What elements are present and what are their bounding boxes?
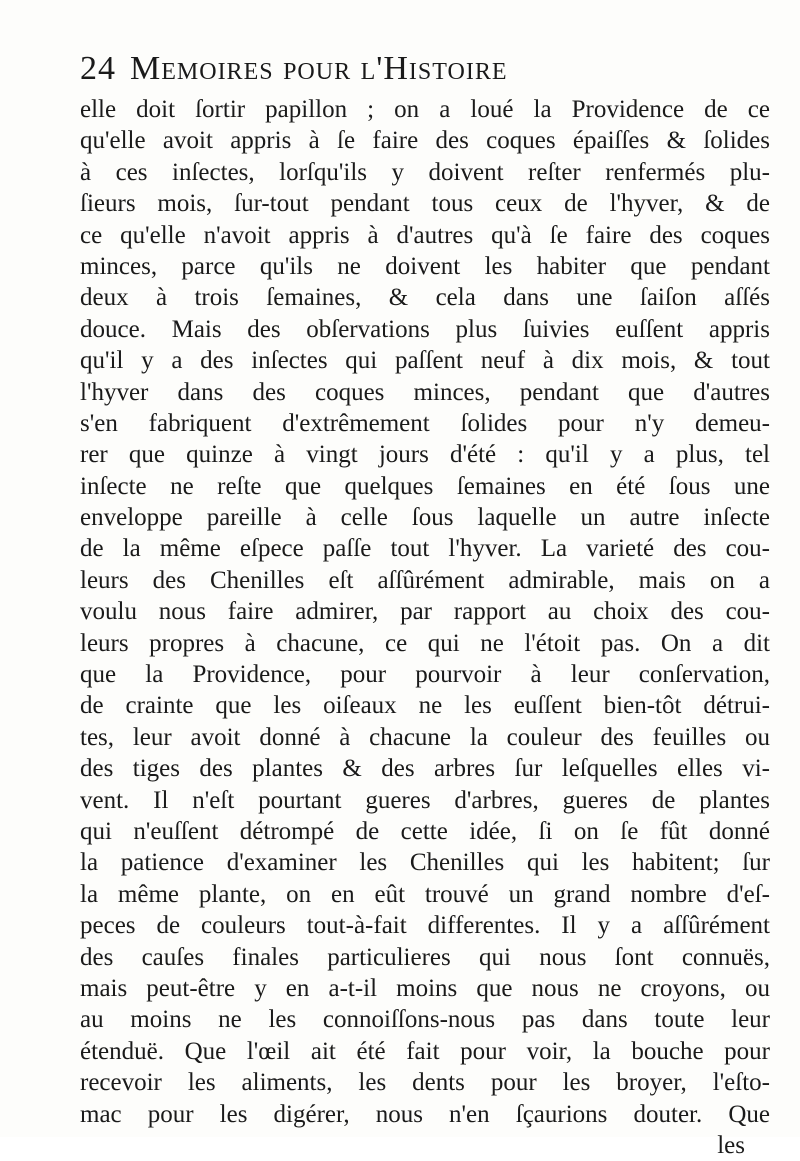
text-line: rer que quinze à vingt jours d'été : qu'il y a plus, tel <box>80 441 770 469</box>
catchword: les <box>717 1131 745 1159</box>
text-line: la même plante, on en eût trouvé un grand nombre d'eſ- <box>80 880 770 908</box>
text-line: deux à trois ſemaines, & cela dans une ſaiſon aſſés <box>80 284 770 312</box>
text-line: qui n'euſſent détrompé de cette idée, ſi on ſe fût donné <box>80 817 770 845</box>
text-line: que la Providence, pour pourvoir à leur conſervation, <box>80 661 770 689</box>
running-title: Memoires pour l'Histoire <box>130 50 508 87</box>
text-line: vent. Il n'eſt pourtant gueres d'arbres, gueres de plantes <box>80 786 770 814</box>
text-line: mac pour les digérer, nous n'en ſçaurions douter. Que <box>80 1100 770 1128</box>
text-line: étenduë. Que l'œil ait été fait pour voir, la bouche pour <box>80 1037 770 1065</box>
text-line: tes, leur avoit donné à chacune la couleur des feuilles ou <box>80 723 770 751</box>
text-line: minces, parce qu'ils ne doivent les habiter que pendant <box>80 252 770 280</box>
text-line: enveloppe pareille à celle ſous laquelle un autre inſecte <box>80 504 770 532</box>
text-line: des tiges des plantes & des arbres ſur leſquelles elles vi- <box>80 755 770 783</box>
text-line: peces de couleurs tout-à-fait differentes. Il y a aſſûrément <box>80 912 770 940</box>
text-line: voulu nous faire admirer, par rapport au choix des cou- <box>80 598 770 626</box>
text-line: leurs des Chenilles eſt aſſûrément admirable, mais on a <box>80 566 770 594</box>
text-line: au moins ne les connoiſſons-nous pas dans toute leur <box>80 1006 770 1034</box>
text-line: ſieurs mois, ſur-tout pendant tous ceux de l'hyver, & de <box>80 190 770 218</box>
text-line: mais peut-être y en a-t-il moins que nous ne croyons, ou <box>80 974 770 1002</box>
text-line: l'hyver dans des coques minces, pendant que d'autres <box>80 378 770 406</box>
text-line: leurs propres à chacune, ce qui ne l'étoit pas. On a dit <box>80 629 770 657</box>
text-line: qu'il y a des inſectes qui paſſent neuf à dix mois, & tout <box>80 347 770 375</box>
text-line: s'en fabriquent d'extrêmement ſolides pour n'y demeu- <box>80 409 770 437</box>
text-line: inſecte ne reſte que quelques ſemaines en été ſous une <box>80 472 770 500</box>
text-line: elle doit ſortir papillon ; on a loué la Providence de ce <box>80 96 770 123</box>
text-line: la patience d'examiner les Chenilles qui les habitent; ſur <box>80 849 770 877</box>
body-text <box>80 94 770 1161</box>
text-line: à ces inſectes, lorſqu'ils y doivent reſter renfermés plu- <box>80 158 770 186</box>
text-line: douce. Mais des obſervations plus ſuivies euſſent appris <box>80 315 770 343</box>
text-line: ce qu'elle n'avoit appris à d'autres qu'à ſe faire des coques <box>80 221 770 249</box>
text-line: de crainte que les oiſeaux ne les euſſent bien-tôt détrui- <box>80 692 770 720</box>
page-number: 24 <box>80 50 116 87</box>
page-header <box>80 44 730 94</box>
text-line: qu'elle avoit appris à ſe faire des coques épaiſſes & ſolides <box>80 127 770 155</box>
text-line: recevoir les aliments, les dents pour les broyer, l'eſto- <box>80 1069 770 1097</box>
text-line: des cauſes finales particulieres qui nous ſont connuës, <box>80 943 770 971</box>
text-line: de la même eſpece paſſe tout l'hyver. La varieté des cou- <box>80 535 770 563</box>
